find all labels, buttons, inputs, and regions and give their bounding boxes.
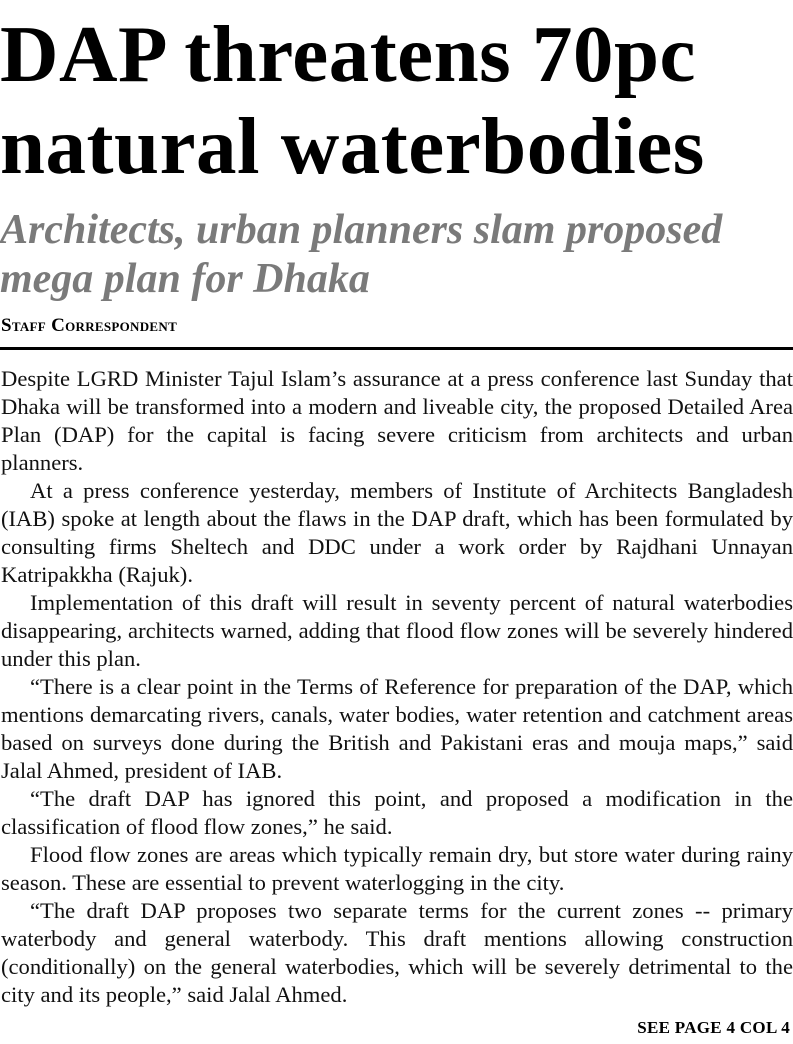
- paragraph: Despite LGRD Minister Tajul Islam’s assurance at a press conference last Sunday that Dhaka will be transformed into a modern and liveable city, the proposed Detailed Area Plan (DAP) for the capital is facing severe criticism from architects and urban planners.: [1, 366, 793, 475]
- paragraph: “The draft DAP has ignored this point, and proposed a modification in the classification of flood flow zones,” he said.: [1, 786, 793, 839]
- paragraph: Flood flow zones are areas which typically remain dry, but store water during rainy season. These are essential to prevent waterlogging in the city.: [1, 842, 793, 895]
- byline: Staff Correspondent: [1, 315, 178, 336]
- headline-line-2: natural waterbodies: [0, 101, 705, 191]
- paragraph: “There is a clear point in the Terms of Reference for preparation of the DAP, which mentions demarcating rivers, canals, water bodies, water retention and catchment areas based on surveys done during the British and Pakistani eras and mouja maps,” said Jalal Ahmed, president of IAB.: [1, 674, 793, 783]
- article-body: [1, 365, 793, 1009]
- subheadline: [0, 206, 793, 304]
- subheadline-line-2: mega plan for Dhaka: [0, 256, 370, 302]
- paragraph: “The draft DAP proposes two separate terms for the current zones -- primary waterbody and general waterbody. This draft mentions allowing construction (conditionally) on the general waterbodies, which will be severely detrimental to the city and its people,” said Jalal Ahmed.: [1, 898, 793, 1007]
- divider-rule: [0, 347, 793, 350]
- paragraph: Implementation of this draft will result in seventy percent of natural waterbodies disappearing, architects warned, adding that flood flow zones will be severely hindered under this plan.: [1, 590, 793, 671]
- subheadline-line-1: Architects, urban planners slam proposed: [0, 207, 723, 253]
- headline-line-1: DAP threatens 70pc: [0, 9, 696, 99]
- headline: [0, 8, 793, 192]
- continued-jump-line: SEE PAGE 4 COL 4: [637, 1018, 790, 1037]
- paragraph: At a press conference yesterday, members of Institute of Architects Bangladesh (IAB) spoke at length about the flaws in the DAP draft, which has been formulated by consulting firms Sheltech and DDC under a work order by Rajdhani Unnayan Katripakkha (Rajuk).: [1, 478, 793, 587]
